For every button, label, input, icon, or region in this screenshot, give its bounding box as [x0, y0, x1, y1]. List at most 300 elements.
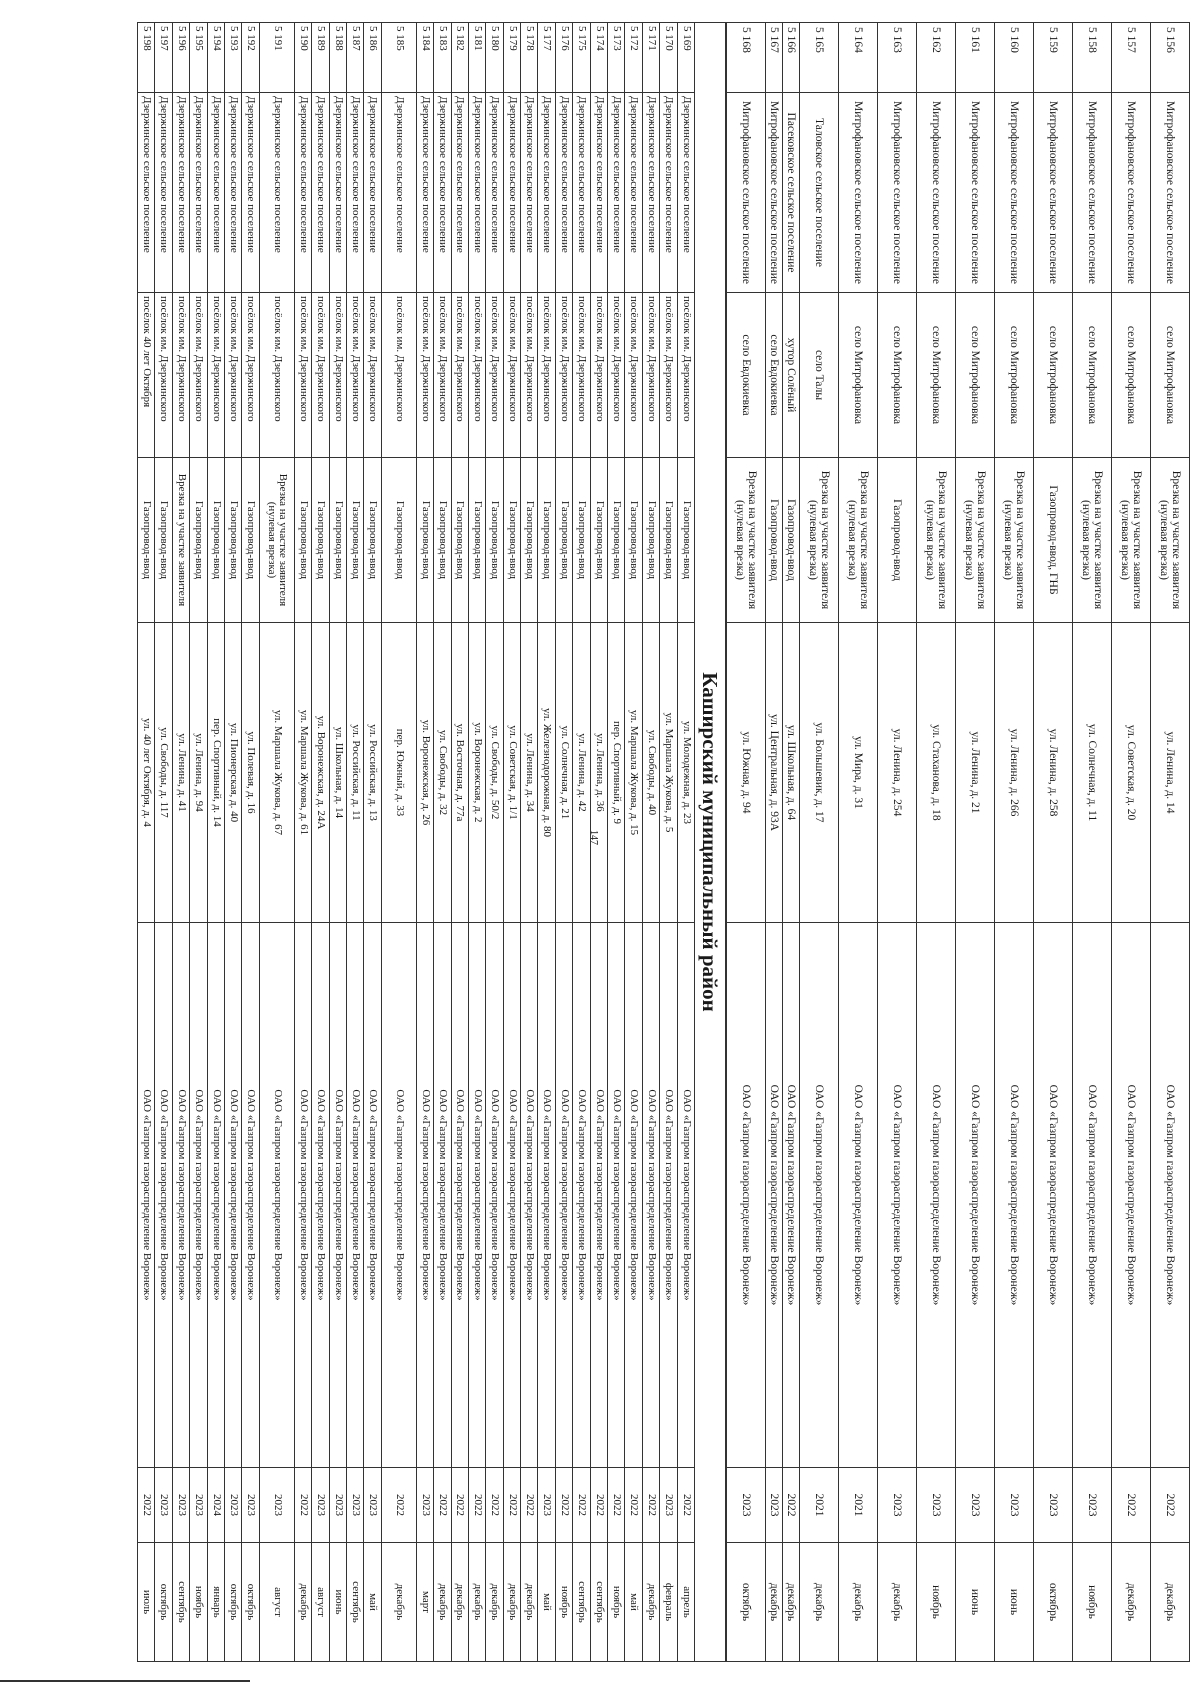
cell-work-type: Газопровод-ввод [469, 457, 485, 622]
cell-row-number: 5 157 [1112, 22, 1150, 92]
cell-row-number: 5 176 [556, 22, 572, 92]
table-row [347, 22, 364, 1662]
cell-organization: ОАО «Газпром газораспределение Воронеж» [208, 922, 224, 1467]
table-row [417, 22, 434, 1662]
cell-year: 2023 [1073, 1467, 1111, 1542]
cell-organization: ОАО «Газпром газораспределение Воронеж» [469, 922, 485, 1467]
table-row [800, 22, 839, 1662]
cell-address: ул. Ленина, д. 94 [190, 622, 206, 922]
footer-rule [0, 1680, 250, 1682]
cell-work-type: Газопровод-ввод [521, 457, 537, 622]
cell-row-number: 5 162 [917, 22, 955, 92]
table-row [452, 22, 469, 1662]
cell-row-number: 5 186 [364, 22, 380, 92]
cell-address: ул. Большевик, д. 17 [800, 622, 838, 922]
cell-organization: ОАО «Газпром газораспределение Воронеж» [727, 922, 765, 1467]
cell-row-number: 5 177 [538, 22, 554, 92]
cell-work-type: Газопровод-ввод [573, 457, 589, 622]
cell-month: июнь [956, 1542, 994, 1662]
table-row [382, 22, 417, 1662]
cell-organization: ОАО «Газпром газораспределение Воронеж» [242, 922, 258, 1467]
cell-work-type: Газопровод-ввод [295, 457, 311, 622]
cell-month: декабрь [521, 1542, 537, 1662]
cell-month: сентябрь [573, 1542, 589, 1662]
cell-month: декабрь [839, 1542, 877, 1662]
cell-organization: ОАО «Газпром газораспределение Воронеж» [917, 922, 955, 1467]
cell-work-type: Газопровод-ввод [625, 457, 641, 622]
cell-year: 2022 [625, 1467, 641, 1542]
cell-year: 2023 [727, 1467, 765, 1542]
cell-organization: ОАО «Газпром газораспределение Воронеж» [573, 922, 589, 1467]
cell-settlement: Пасековское сельское поселение [783, 92, 799, 292]
cell-address: ул. Воронежская, д. 2 [469, 622, 485, 922]
cell-address: ул. Железнодорожная, д. 80 [538, 622, 554, 922]
cell-month: декабрь [452, 1542, 468, 1662]
table-row [995, 22, 1034, 1662]
cell-address: ул. Свободы, д. 50/2 [486, 622, 502, 922]
table-row [917, 22, 956, 1662]
cell-row-number: 5 160 [995, 22, 1033, 92]
cell-settlement: Дзержинское сельское поселение [347, 92, 363, 292]
cell-row-number: 5 191 [260, 22, 294, 92]
cell-work-type: Газопровод-ввод [504, 457, 520, 622]
cell-locality: посёлок им. Дзержинского [434, 292, 450, 457]
cell-address: ул. Ленина, д. 14 [1151, 622, 1189, 922]
cell-organization: ОАО «Газпром газораспределение Воронеж» [347, 922, 363, 1467]
cell-work-type: Врезка на участке заявителя (нулевая врезка) [1112, 457, 1150, 622]
cell-work-type: Врезка на участке заявителя (нулевая врезка) [260, 457, 294, 622]
cell-locality: посёлок им. Дзержинского [660, 292, 676, 457]
table-row [312, 22, 329, 1662]
cell-year: 2023 [364, 1467, 380, 1542]
cell-settlement: Дзержинское сельское поселение [538, 92, 554, 292]
cell-row-number: 5 185 [382, 22, 416, 92]
cell-month: декабрь [434, 1542, 450, 1662]
cell-locality: село Талы [800, 292, 838, 457]
cell-locality: посёлок им. Дзержинского [573, 292, 589, 457]
cell-year: 2022 [469, 1467, 485, 1542]
cell-settlement: Митрофановское сельское поселение [1151, 92, 1189, 292]
cell-organization: ОАО «Газпром газораспределение Воронеж» [660, 922, 676, 1467]
cell-work-type: Врезка на участке заявителя (нулевая врезка) [917, 457, 955, 622]
table-row [295, 22, 312, 1662]
cell-address: ул. Полевая, д. 16 [242, 622, 258, 922]
cell-work-type: Врезка на участке заявителя (нулевая врезка) [727, 457, 765, 622]
table-row [521, 22, 538, 1662]
table-row [591, 22, 608, 1662]
cell-year: 2022 [504, 1467, 520, 1542]
cell-row-number: 5 168 [727, 22, 765, 92]
table-row [643, 22, 660, 1662]
cell-month: сентябрь [347, 1542, 363, 1662]
cell-organization: ОАО «Газпром газораспределение Воронеж» [591, 922, 607, 1467]
table-row [330, 22, 347, 1662]
cell-year: 2023 [155, 1467, 171, 1542]
cell-year: 2023 [917, 1467, 955, 1542]
cell-locality: село Митрофановка [1151, 292, 1189, 457]
cell-work-type: Газопровод-ввод [766, 457, 782, 622]
cell-year: 2022 [643, 1467, 659, 1542]
cell-year: 2022 [556, 1467, 572, 1542]
cell-locality: село Митрофановка [995, 292, 1033, 457]
cell-address: ул. Мира, д. 31 [839, 622, 877, 922]
cell-month: октябрь [1034, 1542, 1072, 1662]
cell-month: ноябрь [190, 1542, 206, 1662]
cell-year: 2021 [839, 1467, 877, 1542]
cell-address: ул. Российская, д. 11 [347, 622, 363, 922]
cell-address: ул. Солнечная, д. 11 [1073, 622, 1111, 922]
table-row [1151, 22, 1190, 1662]
cell-year: 2022 [573, 1467, 589, 1542]
cell-row-number: 5 187 [347, 22, 363, 92]
cell-year: 2022 [591, 1467, 607, 1542]
cell-work-type: Газопровод-ввод [556, 457, 572, 622]
cell-row-number: 5 190 [295, 22, 311, 92]
cell-locality: посёлок им. Дзержинского [486, 292, 502, 457]
cell-address: ул. Свободы, д. 40 [643, 622, 659, 922]
cell-locality: посёлок им. Дзержинского [591, 292, 607, 457]
cell-address: ул. Советская, д. 1/1 [504, 622, 520, 922]
cell-row-number: 5 158 [1073, 22, 1111, 92]
cell-locality: село Митрофановка [1112, 292, 1150, 457]
cell-row-number: 5 171 [643, 22, 659, 92]
cell-year: 2023 [312, 1467, 328, 1542]
cell-locality: посёлок им. Дзержинского [155, 292, 171, 457]
cell-year: 2023 [417, 1467, 433, 1542]
cell-month: июль [138, 1542, 154, 1662]
cell-address: ул. Ленина, д. 258 [1034, 622, 1072, 922]
cell-month: декабрь [800, 1542, 838, 1662]
table-row [1112, 22, 1151, 1662]
cell-month: январь [208, 1542, 224, 1662]
cell-row-number: 5 195 [190, 22, 206, 92]
table-row [486, 22, 503, 1662]
cell-settlement: Митрофановское сельское поселение [839, 92, 877, 292]
cell-settlement: Дзержинское сельское поселение [417, 92, 433, 292]
cell-month: октябрь [155, 1542, 171, 1662]
table-row [608, 22, 625, 1662]
cell-year: 2023 [242, 1467, 258, 1542]
cell-row-number: 5 193 [225, 22, 241, 92]
cell-settlement: Дзержинское сельское поселение [295, 92, 311, 292]
cell-row-number: 5 179 [504, 22, 520, 92]
cell-locality: посёлок им. Дзержинского [452, 292, 468, 457]
cell-work-type: Газопровод-ввод [330, 457, 346, 622]
cell-address: ул. Советская, д. 20 [1112, 622, 1150, 922]
table-row [208, 22, 225, 1662]
cell-month: декабрь [643, 1542, 659, 1662]
cell-row-number: 5 194 [208, 22, 224, 92]
cell-row-number: 5 175 [573, 22, 589, 92]
table-row [260, 22, 295, 1662]
cell-settlement: Дзержинское сельское поселение [678, 92, 694, 292]
cell-organization: ОАО «Газпром газораспределение Воронеж» [800, 922, 838, 1467]
cell-month: декабрь [1112, 1542, 1150, 1662]
cell-locality: село Митрофановка [956, 292, 994, 457]
cell-year: 2023 [330, 1467, 346, 1542]
cell-row-number: 5 167 [766, 22, 782, 92]
cell-address: ул. Ленина, д. 41 [173, 622, 189, 922]
cell-work-type: Врезка на участке заявителя (нулевая врезка) [956, 457, 994, 622]
cell-row-number: 5 156 [1151, 22, 1189, 92]
cell-address: ул. Российская, д. 13 [364, 622, 380, 922]
cell-address: ул. Воронежская, д. 24А [312, 622, 328, 922]
cell-work-type: Газопровод-ввод [878, 457, 916, 622]
cell-settlement: Митрофановское сельское поселение [956, 92, 994, 292]
cell-month: сентябрь [173, 1542, 189, 1662]
cell-address: ул. Восточная, д. 77а [452, 622, 468, 922]
cell-month: декабрь [382, 1542, 416, 1662]
cell-settlement: Дзержинское сельское поселение [208, 92, 224, 292]
cell-row-number: 5 196 [173, 22, 189, 92]
cell-row-number: 5 197 [155, 22, 171, 92]
cell-settlement: Дзержинское сельское поселение [625, 92, 641, 292]
cell-work-type: Газопровод-ввод [190, 457, 206, 622]
cell-work-type: Газопровод-ввод [382, 457, 416, 622]
cell-work-type: Газопровод-ввод [486, 457, 502, 622]
cell-work-type: Газопровод-ввод, ГНБ [1034, 457, 1072, 622]
cell-organization: ОАО «Газпром газораспределение Воронеж» [1151, 922, 1189, 1467]
cell-settlement: Дзержинское сельское поселение [242, 92, 258, 292]
cell-month: октябрь [225, 1542, 241, 1662]
cell-organization: ОАО «Газпром газораспределение Воронеж» [138, 922, 154, 1467]
cell-locality: посёлок им. Дзержинского [678, 292, 694, 457]
cell-settlement: Дзержинское сельское поселение [155, 92, 171, 292]
cell-address: ул. Свободы, д. 32 [434, 622, 450, 922]
cell-year: 2022 [783, 1467, 799, 1542]
cell-settlement: Митрофановское сельское поселение [1073, 92, 1111, 292]
cell-month: декабрь [1151, 1542, 1189, 1662]
cell-address: ул. Маршала Жукова, д. 15 [625, 622, 641, 922]
cell-settlement: Митрофановское сельское поселение [1034, 92, 1072, 292]
cell-organization: ОАО «Газпром газораспределение Воронеж» [538, 922, 554, 1467]
table-row [434, 22, 451, 1662]
cell-row-number: 5 184 [417, 22, 433, 92]
cell-year: 2022 [452, 1467, 468, 1542]
cell-settlement: Дзержинское сельское поселение [608, 92, 624, 292]
table-row [766, 22, 783, 1662]
cell-work-type: Газопровод-ввод [242, 457, 258, 622]
cell-month: июнь [995, 1542, 1033, 1662]
table-row [469, 22, 486, 1662]
cell-locality: посёлок им. Дзержинского [382, 292, 416, 457]
cell-month: декабрь [469, 1542, 485, 1662]
cell-locality: хутор Солёный [783, 292, 799, 457]
cell-row-number: 5 170 [660, 22, 676, 92]
cell-locality: посёлок 40 лет Октября [138, 292, 154, 457]
cell-settlement: Дзержинское сельское поселение [434, 92, 450, 292]
cell-locality: посёлок им. Дзержинского [504, 292, 520, 457]
cell-row-number: 5 192 [242, 22, 258, 92]
cell-locality: посёлок им. Дзержинского [208, 292, 224, 457]
cell-organization: ОАО «Газпром газораспределение Воронеж» [678, 922, 694, 1467]
cell-year: 2022 [678, 1467, 694, 1542]
cell-locality: посёлок им. Дзержинского [330, 292, 346, 457]
cell-month: декабрь [486, 1542, 502, 1662]
cell-locality: посёлок им. Дзержинского [556, 292, 572, 457]
cell-year: 2024 [208, 1467, 224, 1542]
cell-address: ул. Ленина, д. 21 [956, 622, 994, 922]
cell-row-number: 5 188 [330, 22, 346, 92]
cell-row-number: 5 180 [486, 22, 502, 92]
cell-row-number: 5 169 [678, 22, 694, 92]
cell-year: 2022 [608, 1467, 624, 1542]
cell-locality: посёлок им. Дзержинского [538, 292, 554, 457]
table-row [625, 22, 642, 1662]
cell-organization: ОАО «Газпром газораспределение Воронеж» [452, 922, 468, 1467]
cell-address: ул. Южная, д. 94 [727, 622, 765, 922]
cell-work-type: Газопровод-ввод [138, 457, 154, 622]
cell-organization: ОАО «Газпром газораспределение Воронеж» [839, 922, 877, 1467]
table-row [155, 22, 172, 1662]
cell-address: ул. Ленина, д. 34 [521, 622, 537, 922]
cell-month: август [312, 1542, 328, 1662]
cell-month: ноябрь [556, 1542, 572, 1662]
cell-settlement: Дзержинское сельское поселение [573, 92, 589, 292]
cell-month: июнь [330, 1542, 346, 1662]
cell-work-type: Врезка на участке заявителя (нулевая врезка) [800, 457, 838, 622]
table-row [726, 22, 766, 1662]
cell-row-number: 5 189 [312, 22, 328, 92]
section-title: Каширский муниципальный район [695, 22, 726, 1662]
cell-work-type: Газопровод-ввод [678, 457, 694, 622]
cell-year: 2022 [1151, 1467, 1189, 1542]
cell-year: 2023 [260, 1467, 294, 1542]
table-row [242, 22, 259, 1662]
cell-row-number: 5 182 [452, 22, 468, 92]
cell-month: май [625, 1542, 641, 1662]
cell-settlement: Дзержинское сельское поселение [225, 92, 241, 292]
cell-organization: ОАО «Газпром газораспределение Воронеж» [382, 922, 416, 1467]
cell-month: декабрь [295, 1542, 311, 1662]
cell-row-number: 5 181 [469, 22, 485, 92]
cell-work-type: Врезка на участке заявителя (нулевая врезка) [1151, 457, 1189, 622]
cell-row-number: 5 178 [521, 22, 537, 92]
cell-work-type: Врезка на участке заявителя (нулевая врезка) [1073, 457, 1111, 622]
cell-organization: ОАО «Газпром газораспределение Воронеж» [504, 922, 520, 1467]
cell-work-type: Врезка на участке заявителя (нулевая врезка) [839, 457, 877, 622]
cell-locality: село Митрофановка [878, 292, 916, 457]
cell-work-type: Газопровод-ввод [452, 457, 468, 622]
cell-settlement: Дзержинское сельское поселение [591, 92, 607, 292]
cell-locality: посёлок им. Дзержинского [295, 292, 311, 457]
cell-address: пер. Спортивный, д. 9 [608, 622, 624, 922]
table-body-bottom [137, 22, 695, 1662]
table-row [364, 22, 381, 1662]
cell-year: 2022 [295, 1467, 311, 1542]
cell-locality: посёлок им. Дзержинского [625, 292, 641, 457]
table-row [190, 22, 207, 1662]
cell-month: май [364, 1542, 380, 1662]
cell-work-type: Газопровод-ввод [312, 457, 328, 622]
cell-address: ул. Маршала Жукова, д. 5 [660, 622, 676, 922]
cell-year: 2022 [382, 1467, 416, 1542]
cell-row-number: 5 173 [608, 22, 624, 92]
cell-work-type: Газопровод-ввод [660, 457, 676, 622]
table-row [956, 22, 995, 1662]
cell-organization: ОАО «Газпром газораспределение Воронеж» [434, 922, 450, 1467]
cell-row-number: 5 198 [138, 22, 154, 92]
cell-organization: ОАО «Газпром газораспределение Воронеж» [521, 922, 537, 1467]
cell-organization: ОАО «Газпром газораспределение Воронеж» [556, 922, 572, 1467]
table-row [173, 22, 190, 1662]
cell-year: 2023 [1034, 1467, 1072, 1542]
table-row [573, 22, 590, 1662]
cell-organization: ОАО «Газпром газораспределение Воронеж» [260, 922, 294, 1467]
cell-settlement: Дзержинское сельское поселение [504, 92, 520, 292]
cell-locality: посёлок им. Дзержинского [190, 292, 206, 457]
cell-settlement: Митрофановское сельское поселение [878, 92, 916, 292]
cell-row-number: 5 164 [839, 22, 877, 92]
cell-month: декабрь [504, 1542, 520, 1662]
cell-settlement: Дзержинское сельское поселение [260, 92, 294, 292]
cell-organization: ОАО «Газпром газораспределение Воронеж» [330, 922, 346, 1467]
cell-organization: ОАО «Газпром газораспределение Воронеж» [173, 922, 189, 1467]
cell-settlement: Дзержинское сельское поселение [173, 92, 189, 292]
page-number: 147 [588, 830, 599, 845]
cell-year: 2023 [956, 1467, 994, 1542]
cell-organization: ОАО «Газпром газораспределение Воронеж» [878, 922, 916, 1467]
cell-month: октябрь [242, 1542, 258, 1662]
cell-month: сентябрь [591, 1542, 607, 1662]
cell-locality: посёлок им. Дзержинского [225, 292, 241, 457]
cell-organization: ОАО «Газпром газораспределение Воронеж» [1112, 922, 1150, 1467]
cell-organization: ОАО «Газпром газораспределение Воронеж» [225, 922, 241, 1467]
cell-organization: ОАО «Газпром газораспределение Воронеж» [625, 922, 641, 1467]
cell-address: ул. Маршала Жукова, д. 67 [260, 622, 294, 922]
cell-organization: ОАО «Газпром газораспределение Воронеж» [608, 922, 624, 1467]
cell-year: 2022 [434, 1467, 450, 1542]
cell-row-number: 5 161 [956, 22, 994, 92]
cell-month: декабрь [878, 1542, 916, 1662]
cell-row-number: 5 163 [878, 22, 916, 92]
cell-work-type: Газопровод-ввод [347, 457, 363, 622]
cell-row-number: 5 174 [591, 22, 607, 92]
cell-locality: посёлок им. Дзержинского [242, 292, 258, 457]
cell-settlement: Дзержинское сельское поселение [364, 92, 380, 292]
cell-work-type: Газопровод-ввод [783, 457, 799, 622]
cell-year: 2022 [1112, 1467, 1150, 1542]
cell-organization: ОАО «Газпром газораспределение Воронеж» [295, 922, 311, 1467]
cell-settlement: Дзержинское сельское поселение [469, 92, 485, 292]
cell-year: 2023 [660, 1467, 676, 1542]
cell-month: май [538, 1542, 554, 1662]
cell-address: ул. Ленина, д. 42 [573, 622, 589, 922]
cell-locality: посёлок им. Дзержинского [417, 292, 433, 457]
cell-settlement: Дзержинское сельское поселение [138, 92, 154, 292]
cell-settlement: Дзержинское сельское поселение [330, 92, 346, 292]
table-row [1034, 22, 1073, 1662]
cell-year: 2022 [138, 1467, 154, 1542]
cell-locality: село Евдокиевка [766, 292, 782, 457]
cell-organization: ОАО «Газпром газораспределение Воронеж» [643, 922, 659, 1467]
cell-settlement: Митрофановское сельское поселение [995, 92, 1033, 292]
cell-year: 2023 [878, 1467, 916, 1542]
cell-year: 2021 [800, 1467, 838, 1542]
cell-organization: ОАО «Газпром газораспределение Воронеж» [995, 922, 1033, 1467]
cell-organization: ОАО «Газпром газораспределение Воронеж» [1073, 922, 1111, 1467]
cell-address: ул. Школьная, д. 14 [330, 622, 346, 922]
cell-month: март [417, 1542, 433, 1662]
cell-month: декабрь [766, 1542, 782, 1662]
cell-locality: село Митрофановка [839, 292, 877, 457]
cell-locality: село Евдокиевка [727, 292, 765, 457]
cell-address: ул. Центральная, д. 93А [766, 622, 782, 922]
cell-year: 2023 [190, 1467, 206, 1542]
cell-year: 2023 [766, 1467, 782, 1542]
cell-locality: село Митрофановка [1034, 292, 1072, 457]
cell-month: ноябрь [1073, 1542, 1111, 1662]
